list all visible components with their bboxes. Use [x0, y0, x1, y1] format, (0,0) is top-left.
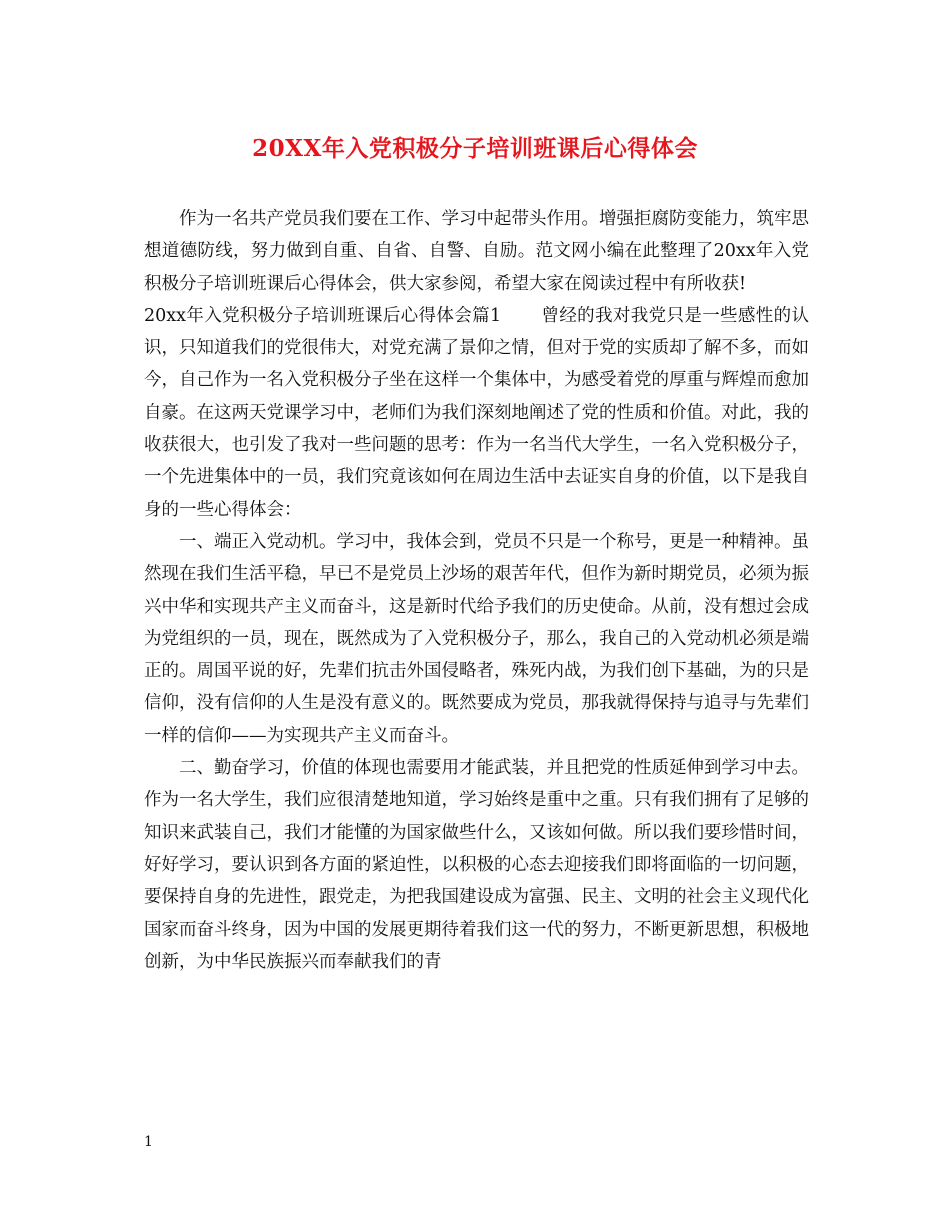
section-text: 曾经的我对我党只是一些感性的认识，只知道我们的党很伟大，对党充满了景仰之情，但对于党的实质却了解不多，而如今，自己作为一名入党积极分子坐在这样一个集体中，为感受着党的厚重与辉煌而愈加自豪。在这两天党课学习中，老师们为我们深刻地阐述了党的性质和价值。对此，我的收获很大，也引发了我对一些问题的思考：作为一名当代大学生，一名入党积极分子，一个先进集体中的一员，我们究竟该如何在周边生活中去证实自身的价值，以下是我自身的一些心得体会：: [144, 305, 809, 520]
page-number: 1: [144, 1134, 153, 1150]
intro-paragraph: 作为一名共产党员我们要在工作、学习中起带头作用。增强拒腐防变能力，筑牢思想道德防线，努力做到自重、自省、自警、自励。范文网小编在此整理了20xx年入党积极分子培训班课后心得体会，供大家参阅，希望大家在阅读过程中有所收获!: [144, 209, 809, 294]
point-one-paragraph: 一、端正入党动机。学习中，我体会到，党员不只是一个称号，更是一种精神。虽然现在我们生活平稳，早已不是党员上沙场的艰苦年代，但作为新时期党员，必须为振兴中华和实现共产主义而奋斗，这是新时代给予我们的历史使命。从前，没有想过会成为党组织的一员，现在，既然成为了入党积极分子，那么，我自己的入党动机必须是端正的。周国平说的好，先辈们抗击外国侵略者，殊死内战，为我们创下基础，为的只是信仰，没有信仰的人生是没有意义的。既然要成为党员，那我就得保持与追寻与先辈们一样的信仰——为实现共产主义而奋斗。: [144, 531, 809, 746]
section-heading: 20xx年入党积极分子培训班课后心得体会篇1: [144, 305, 502, 326]
section-paragraph: [144, 300, 809, 526]
point-two-paragraph: 二、勤奋学习，价值的体现也需要用才能武装，并且把党的性质延伸到学习中去。作为一名大学生，我们应很清楚地知道，学习始终是重中之重。只有我们拥有了足够的知识来武装自己，我们才能懂的为国家做些什么，又该如何做。所以我们要珍惜时间，好好学习，要认识到各方面的紧迫性，以积极的心态去迎接我们即将面临的一切问题，要保持自身的先进性，跟党走，为把我国建设成为富强、民主、文明的社会主义现代化国家而奋斗终身，因为中国的发展更期待着我们这一代的努力，不断更新思想，积极地创新，为中华民族振兴而奉献我们的青: [144, 758, 809, 972]
document-body: [144, 203, 809, 978]
document-title: 20XX年入党积极分子培训班课后心得体会: [252, 135, 698, 162]
